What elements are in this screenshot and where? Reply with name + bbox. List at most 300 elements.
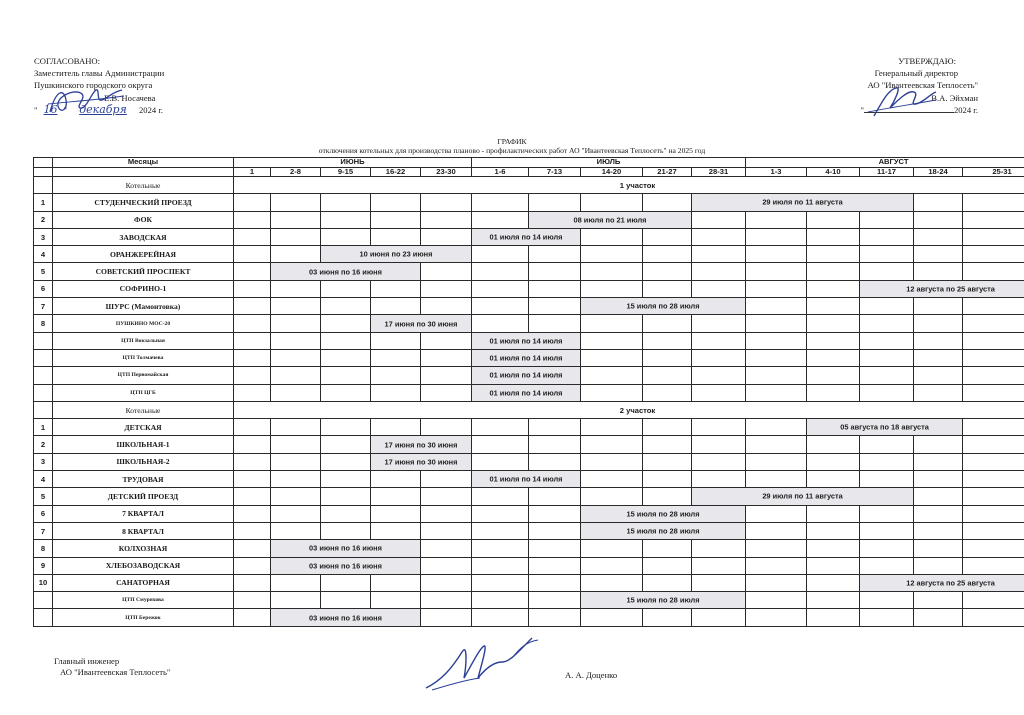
empty-week-cell (529, 540, 581, 557)
table-row (34, 332, 1024, 349)
empty-week-cell (371, 592, 421, 609)
empty-week-cell (914, 436, 963, 453)
empty-week-cell (643, 453, 692, 470)
shutdown-period-label: 12 августа по 25 августа (906, 578, 995, 588)
table-row (34, 384, 1024, 401)
table-row (34, 419, 1024, 436)
approval-signer-name: Е.В. Носачева (104, 92, 156, 103)
table-row (34, 540, 1024, 557)
table-row (34, 522, 1024, 539)
empty-week-cell (807, 522, 860, 539)
empty-week-cell (371, 419, 421, 436)
empty-week-cell (692, 332, 746, 349)
empty-week-cell (914, 332, 963, 349)
empty-week-cell (472, 453, 529, 470)
empty-week-cell (371, 471, 421, 488)
approval-position-line1: Заместитель главы Администрации (34, 68, 165, 79)
empty-week-cell (529, 436, 581, 453)
shutdown-period-cell (581, 298, 746, 315)
row-number: 2 (34, 211, 53, 228)
empty-week-cell (643, 384, 692, 401)
header-week-2: 9-15 (321, 167, 371, 177)
empty-week-cell (746, 384, 807, 401)
row-number: 8 (34, 315, 53, 332)
section-title: 1 участок (234, 177, 1024, 194)
empty-week-cell (321, 280, 371, 297)
empty-week-cell (321, 298, 371, 315)
empty-week-cell (529, 609, 581, 626)
shutdown-period-cell (371, 453, 472, 470)
empty-week-cell (234, 228, 271, 245)
empty-week-cell (581, 280, 643, 297)
boiler-name: СТУДЕНЧЕСКИЙ ПРОЕЗД (53, 194, 234, 211)
empty-week-cell (643, 280, 692, 297)
header-week-12: 11-17 (860, 167, 914, 177)
empty-week-cell (807, 540, 860, 557)
empty-week-cell (421, 540, 472, 557)
empty-week-cell (963, 471, 1024, 488)
empty-week-cell (746, 505, 807, 522)
row-number: 7 (34, 522, 53, 539)
empty-week-cell (643, 419, 692, 436)
empty-week-cell (529, 263, 581, 280)
empty-week-cell (914, 246, 963, 263)
empty-week-cell (271, 211, 321, 228)
empty-week-cell (914, 488, 963, 505)
empty-week-cell (472, 592, 529, 609)
empty-week-cell (581, 228, 643, 245)
row-number (34, 367, 53, 384)
empty-week-cell (421, 522, 472, 539)
empty-week-cell (860, 436, 914, 453)
empty-week-cell (529, 592, 581, 609)
empty-week-cell (234, 540, 271, 557)
shutdown-period-label: 03 июня по 16 июня (309, 543, 382, 553)
row-number: 4 (34, 471, 53, 488)
empty-week-cell (692, 211, 746, 228)
boiler-name: ЗАВОДСКАЯ (53, 228, 234, 245)
empty-week-cell (529, 246, 581, 263)
empty-week-cell (643, 609, 692, 626)
empty-week-cell (321, 384, 371, 401)
shutdown-period-cell (472, 228, 581, 245)
empty-week-cell (321, 332, 371, 349)
header-month-june: ИЮНЬ (234, 158, 472, 168)
boiler-name: ТРУДОВАЯ (53, 471, 234, 488)
empty-week-cell (472, 280, 529, 297)
empty-week-cell (472, 246, 529, 263)
empty-week-cell (807, 298, 860, 315)
empty-week-cell (581, 263, 643, 280)
empty-week-cell (581, 436, 643, 453)
empty-week-cell (963, 609, 1024, 626)
empty-week-cell (692, 419, 746, 436)
empty-week-cell (529, 557, 581, 574)
empty-week-cell (234, 609, 271, 626)
table-row (34, 211, 1024, 228)
row-number (34, 332, 53, 349)
empty-week-cell (807, 505, 860, 522)
table-row (34, 488, 1024, 505)
schedule-body (34, 158, 1024, 627)
empty-week-cell (963, 592, 1024, 609)
date-quote-open: " (34, 104, 38, 115)
table-row (34, 246, 1024, 263)
empty-week-cell (234, 453, 271, 470)
empty-week-cell (746, 436, 807, 453)
table-row (34, 367, 1024, 384)
empty-week-cell (860, 211, 914, 228)
header-week-10: 1-3 (746, 167, 807, 177)
row-number: 7 (34, 298, 53, 315)
header-week-9: 28-31 (692, 167, 746, 177)
shutdown-period-cell (860, 574, 1024, 591)
empty-week-cell (746, 471, 807, 488)
header-week-11: 4-10 (807, 167, 860, 177)
empty-week-cell (472, 488, 529, 505)
empty-week-cell (807, 384, 860, 401)
empty-week-cell (421, 592, 472, 609)
empty-week-cell (529, 419, 581, 436)
shutdown-period-label: 03 июня по 16 июня (309, 561, 382, 571)
empty-week-cell (234, 298, 271, 315)
empty-week-cell (271, 384, 321, 401)
shutdown-period-label: 29 июля по 11 августа (762, 197, 843, 207)
empty-week-cell (421, 194, 472, 211)
empty-week-cell (234, 471, 271, 488)
empty-week-cell (746, 419, 807, 436)
section-label: Котельные (53, 401, 234, 418)
empty-week-cell (746, 280, 807, 297)
empty-week-cell (321, 574, 371, 591)
empty-week-cell (271, 505, 321, 522)
empty-week-cell (271, 419, 321, 436)
empty-week-cell (914, 592, 963, 609)
date-year: 2024 г. (139, 104, 164, 115)
empty-week-cell (963, 522, 1024, 539)
empty-week-cell (692, 436, 746, 453)
empty-week-cell (421, 557, 472, 574)
empty-week-cell (914, 522, 963, 539)
shutdown-period-label: 01 июля по 14 июля (489, 474, 563, 484)
empty-week-cell (234, 574, 271, 591)
empty-week-cell (914, 540, 963, 557)
document-title: ГРАФИК (497, 137, 527, 146)
empty-week-cell (914, 384, 963, 401)
empty-week-cell (581, 384, 643, 401)
empty-week-cell (860, 522, 914, 539)
empty-week-cell (234, 367, 271, 384)
empty-week-cell (643, 194, 692, 211)
empty-week-cell (807, 211, 860, 228)
empty-week-cell (914, 557, 963, 574)
shutdown-period-cell (472, 349, 581, 366)
empty-week-cell (421, 280, 472, 297)
empty-week-cell (421, 574, 472, 591)
empty-week-cell (472, 298, 529, 315)
empty-week-cell (807, 228, 860, 245)
empty-week-cell (581, 609, 643, 626)
empty-week-cell (860, 557, 914, 574)
empty-week-cell (692, 263, 746, 280)
boiler-name: ДЕТСКАЯ (53, 419, 234, 436)
empty-week-cell (234, 211, 271, 228)
row-number: 5 (34, 263, 53, 280)
empty-week-cell (963, 194, 1024, 211)
empty-week-cell (371, 574, 421, 591)
boiler-name: САНАТОРНАЯ (53, 574, 234, 591)
empty-week-cell (421, 609, 472, 626)
empty-week-cell (963, 505, 1024, 522)
boiler-name: ЦТП Первомайская (53, 367, 234, 384)
empty-week-cell (234, 280, 271, 297)
date-month-handwritten: декабря (79, 102, 127, 116)
empty-week-cell (692, 557, 746, 574)
boiler-name: ШКОЛЬНАЯ-1 (53, 436, 234, 453)
empty-week-cell (371, 349, 421, 366)
empty-week-cell (472, 315, 529, 332)
header-week-5: 1-6 (472, 167, 529, 177)
empty-week-cell (746, 367, 807, 384)
empty-week-cell (963, 228, 1024, 245)
empty-week-cell (321, 367, 371, 384)
empty-week-cell (581, 453, 643, 470)
date-year: 2024 г. (953, 104, 978, 115)
empty-week-cell (529, 488, 581, 505)
shutdown-period-cell (371, 315, 472, 332)
empty-week-cell (472, 419, 529, 436)
shutdown-period-label: 05 августа по 18 августа (840, 422, 929, 432)
empty-week-cell (643, 367, 692, 384)
footer-signer-position (54, 656, 170, 678)
shutdown-period-cell (692, 488, 914, 505)
empty-week-cell (963, 419, 1024, 436)
section-header-row (34, 401, 1024, 418)
shutdown-period-cell (271, 540, 421, 557)
empty-week-cell (914, 298, 963, 315)
empty-week-cell (421, 384, 472, 401)
approval-position-line2: АО "Ивантеевская Теплосеть" (867, 80, 978, 91)
empty-week-cell (371, 194, 421, 211)
row-number (34, 349, 53, 366)
header-week-14: 25-31 (963, 167, 1024, 177)
empty-week-cell (860, 471, 914, 488)
empty-week-cell (807, 367, 860, 384)
empty-week-cell (421, 263, 472, 280)
row-number: 4 (34, 246, 53, 263)
shutdown-schedule-table (33, 157, 1024, 627)
empty-week-cell (234, 505, 271, 522)
empty-week-cell (321, 488, 371, 505)
empty-week-cell (371, 488, 421, 505)
empty-week-cell (421, 419, 472, 436)
empty-week-cell (643, 574, 692, 591)
row-number: 10 (34, 574, 53, 591)
empty-week-cell (529, 505, 581, 522)
shutdown-period-label: 15 июля по 28 июля (626, 301, 700, 311)
empty-week-cell (234, 349, 271, 366)
approval-position-line2: Пушкинского городского округа (34, 80, 153, 91)
header-row-weeks (34, 167, 1024, 177)
row-number: 1 (34, 419, 53, 436)
empty-week-cell (860, 505, 914, 522)
approval-title: СОГЛАСОВАНО: (34, 56, 101, 66)
empty-week-cell (746, 211, 807, 228)
empty-week-cell (371, 280, 421, 297)
empty-week-cell (321, 419, 371, 436)
empty-week-cell (234, 592, 271, 609)
empty-week-cell (529, 315, 581, 332)
empty-week-cell (807, 349, 860, 366)
empty-week-cell (234, 488, 271, 505)
shutdown-period-label: 17 июня по 30 июня (384, 457, 458, 467)
boiler-name: КОЛХОЗНАЯ (53, 540, 234, 557)
empty-week-cell (472, 609, 529, 626)
empty-week-cell (271, 228, 321, 245)
empty-week-cell (271, 246, 321, 263)
empty-week-cell (746, 228, 807, 245)
approval-position-line1: Генеральный директор (874, 68, 958, 79)
table-row (34, 453, 1024, 470)
header-month-july: ИЮЛЬ (472, 158, 746, 168)
empty-week-cell (421, 471, 472, 488)
header-week-13: 18-24 (914, 167, 963, 177)
empty-week-cell (643, 332, 692, 349)
empty-week-cell (581, 574, 643, 591)
section-num-cell (34, 177, 53, 194)
empty-week-cell (963, 367, 1024, 384)
table-row (34, 280, 1024, 297)
empty-week-cell (581, 194, 643, 211)
empty-week-cell (529, 298, 581, 315)
empty-week-cell (581, 488, 643, 505)
empty-week-cell (643, 263, 692, 280)
empty-week-cell (746, 298, 807, 315)
header-months-label: Месяцы (53, 158, 234, 168)
shutdown-period-cell (581, 522, 746, 539)
header-row-months (34, 158, 1024, 168)
approval-signer-name: В.А. Эйхман (931, 92, 978, 103)
table-row (34, 349, 1024, 366)
shutdown-period-label: 15 июля по 28 июля (626, 595, 700, 605)
shutdown-period-cell (472, 332, 581, 349)
empty-week-cell (860, 228, 914, 245)
boiler-name: ДЕТСКИЙ ПРОЕЗД (53, 488, 234, 505)
section-num-cell (34, 401, 53, 418)
boiler-name: ЦТП Вокзальная (53, 332, 234, 349)
empty-week-cell (421, 349, 472, 366)
table-row (34, 557, 1024, 574)
empty-week-cell (643, 246, 692, 263)
empty-week-cell (321, 228, 371, 245)
empty-week-cell (807, 471, 860, 488)
shutdown-period-label: 03 июня по 16 июня (309, 613, 382, 623)
boiler-name: 7 КВАРТАЛ (53, 505, 234, 522)
empty-week-cell (963, 557, 1024, 574)
row-number (34, 609, 53, 626)
empty-week-cell (421, 298, 472, 315)
empty-week-cell (321, 453, 371, 470)
shutdown-period-label: 03 июня по 16 июня (309, 267, 382, 277)
empty-week-cell (234, 419, 271, 436)
shutdown-period-cell (692, 194, 914, 211)
empty-week-cell (234, 436, 271, 453)
empty-week-cell (807, 332, 860, 349)
table-row (34, 228, 1024, 245)
shutdown-period-label: 01 июля по 14 июля (489, 353, 563, 363)
date-quote-open: " (860, 104, 864, 115)
empty-week-cell (271, 349, 321, 366)
header-week-0: 1 (234, 167, 271, 177)
empty-week-cell (860, 592, 914, 609)
empty-week-cell (271, 332, 321, 349)
empty-week-cell (271, 574, 321, 591)
empty-week-cell (807, 574, 860, 591)
empty-week-cell (746, 522, 807, 539)
signature-right-image (868, 82, 938, 122)
empty-week-cell (914, 211, 963, 228)
table-row (34, 505, 1024, 522)
boiler-name: ПУШКИНО МОС-20 (53, 315, 234, 332)
empty-week-cell (914, 471, 963, 488)
empty-week-cell (692, 228, 746, 245)
shutdown-period-label: 01 июля по 14 июля (489, 370, 563, 380)
empty-week-cell (643, 471, 692, 488)
shutdown-period-label: 01 июля по 14 июля (489, 336, 563, 346)
empty-week-cell (692, 367, 746, 384)
row-number (34, 592, 53, 609)
approval-title: УТВЕРЖДАЮ: (898, 56, 956, 66)
shutdown-period-label: 08 июля по 21 июля (573, 215, 647, 225)
empty-week-cell (371, 367, 421, 384)
empty-week-cell (321, 194, 371, 211)
empty-week-cell (271, 194, 321, 211)
signature-left-image (46, 84, 126, 118)
shutdown-period-cell (271, 557, 421, 574)
boiler-name: ЦТП Бережок (53, 609, 234, 626)
boiler-name: СОВЕТСКИЙ ПРОСПЕКТ (53, 263, 234, 280)
shutdown-period-cell (371, 436, 472, 453)
empty-week-cell (746, 349, 807, 366)
date-quote-close: " (63, 104, 68, 115)
empty-week-cell (963, 263, 1024, 280)
shutdown-period-label: 29 июля по 11 августа (762, 491, 843, 501)
empty-week-cell (807, 315, 860, 332)
empty-week-cell (421, 228, 472, 245)
empty-week-cell (271, 436, 321, 453)
header-week-8: 21-27 (643, 167, 692, 177)
shutdown-period-cell (581, 505, 746, 522)
empty-week-cell (643, 436, 692, 453)
document-subtitle: отключения котельных для производства планово - профилактических работ АО "Ивантеевская Теплосеть" на 2025 год (318, 146, 706, 155)
empty-week-cell (914, 609, 963, 626)
signature-footer-image (422, 628, 542, 694)
empty-week-cell (271, 280, 321, 297)
empty-week-cell (472, 263, 529, 280)
empty-week-cell (807, 557, 860, 574)
row-number: 3 (34, 453, 53, 470)
empty-week-cell (807, 609, 860, 626)
row-number: 6 (34, 505, 53, 522)
empty-week-cell (860, 453, 914, 470)
section-title: 2 участок (234, 401, 1024, 418)
empty-week-cell (746, 246, 807, 263)
shutdown-period-cell (321, 246, 472, 263)
boiler-name: ШКОЛЬНАЯ-2 (53, 453, 234, 470)
empty-week-cell (321, 436, 371, 453)
empty-week-cell (860, 609, 914, 626)
empty-week-cell (581, 246, 643, 263)
